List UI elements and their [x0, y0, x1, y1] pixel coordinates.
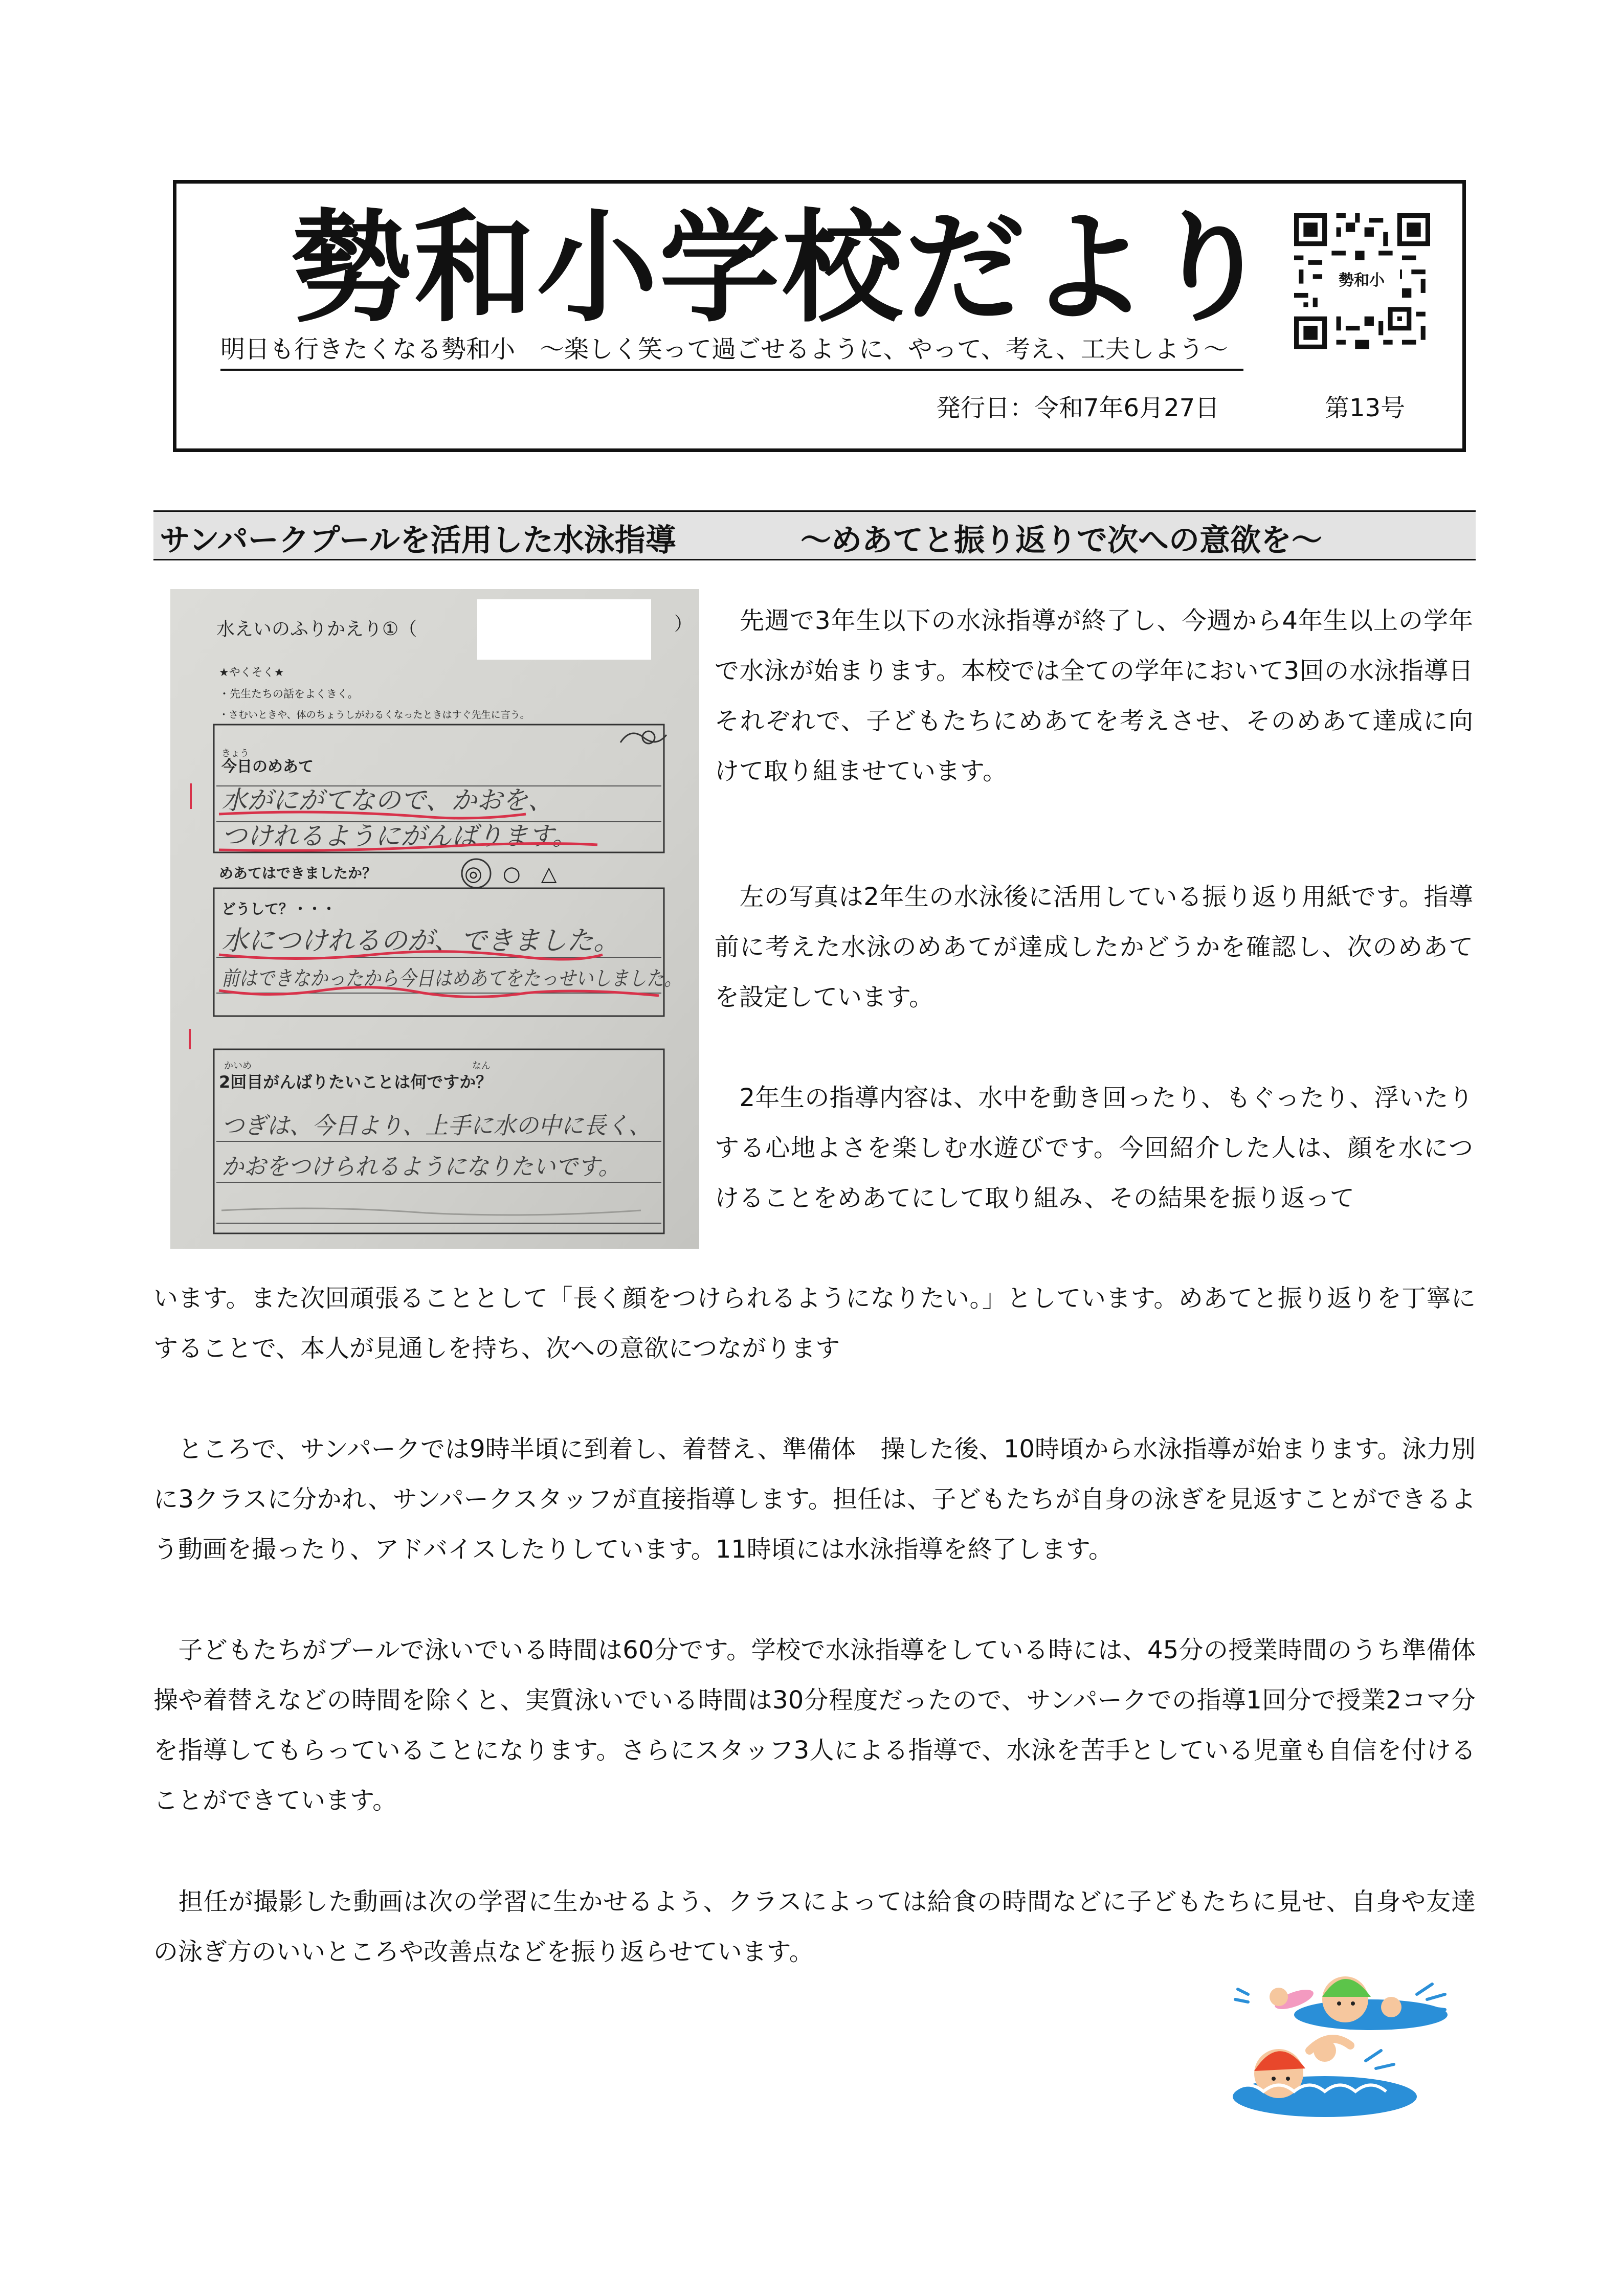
section-heading: [153, 510, 1476, 560]
why-handwriting-2: 前はできなかったから今日はめあてをたっせいしました。: [221, 967, 682, 991]
worksheet-photo: [170, 589, 699, 1249]
paragraph-video-use: 担任が撮影した動画は次の学習に生かせるよう、クラスによっては給食の時間などに子どもたちに見せ、自身や友達の泳ぎ方のいいところや改善点などを振り返らせています。: [153, 1887, 1476, 1966]
name-redaction: [477, 599, 651, 660]
issue-number: 第13号: [1325, 394, 1406, 422]
paragraph-intro: 先週で3年生以下の水泳指導が終了し、今週から4年生以上の学年で水泳が始まります。本校では全ての学年において3回の水泳指導日それぞれで、子どもたちにめあてを考えさせ、そのめあて達成に向けて取り組ませています。: [715, 606, 1473, 785]
promise-heading: ★やくそく★: [219, 666, 284, 679]
paragraph-photo-explanation: 左の写真は2年生の水泳後に活用している振り返り用紙です。指導前に考えた水泳のめあてが達成したかどうかを確認し、次のめあてを設定しています。: [715, 883, 1473, 1011]
achieved-options: ◎ ○ △: [464, 862, 557, 886]
swimmer-green-cap-icon: [1235, 1976, 1448, 2030]
motto-underline: [220, 369, 1243, 371]
paragraph-swim-time: 子どもたちがプールで泳いでいる時間は60分です。学校で水泳指導をしている時には、45分の授業時間のうち準備体操や着替えなどの時間を除くと、実質泳いでいる時間は30分程度だったので、サンパークでの指導1回分で授業2コマ分を指導してもらっていることになります。さらにスタッフ3人による指導で、水泳を苦手としている児童も自信を付けることができています。: [153, 1636, 1476, 1815]
newsletter-header: [173, 180, 1466, 452]
goal-heading: 今日のめあて: [221, 758, 314, 776]
section-subtitle: ～めあてと振り返りで次への意欲を～: [800, 523, 1322, 558]
next-handwriting-2: かおをつけられるようになりたいです。: [221, 1153, 620, 1180]
paragraph-grade2-content-cont: います。また次回頑張ることとして「長く顔をつけられるようになりたい。」としています。めあてと振り返りを丁寧にすることで、本人が見通しを持ち、次への意欲につながります: [153, 1284, 1476, 1363]
ruby-kaime: かいめ: [224, 1061, 252, 1071]
promise-item: ・先生たちの話をよくきく。: [219, 688, 359, 700]
newsletter-title: 勢和小学校だより: [291, 198, 1274, 339]
next-goal-heading: 2回目がんばりたいことは何ですか？: [219, 1072, 493, 1092]
worksheet-title: 水えいのふりかえり①（: [216, 619, 417, 640]
goal-handwriting-2: つけれるようにがんばります。: [221, 821, 577, 851]
section-title: サンパークプールを活用した水泳指導: [160, 523, 676, 558]
swimming-children-illustration: [1222, 1959, 1468, 2132]
paragraph-grade2-content: 2年生の指導内容は、水中を動き回ったり、もぐったり、浮いたりする心地よさを楽しむ水遊びです。今回紹介した人は、顔を水につけることをめあてにして取り組み、その結果を振り返って: [715, 1084, 1473, 1212]
qr-label: 勢和小: [1323, 268, 1400, 294]
paragraph-schedule: ところで、サンパークでは9時半頃に到着し、着替え、準備体 操した後、10時頃から水泳指導が始まります。泳力別に3クラスに分かれ、サンパークスタッフが直接指導します。担任は、子どもたちが自身の泳ぎを見返すことができるよう動画を撮ったり、アドバイスしたりしています。11時頃には水泳指導を終了します。: [153, 1435, 1476, 1564]
goal-handwriting-1: 水がにがてなので、かおを、: [221, 785, 553, 815]
why-handwriting-1: 水につけれるのが、できました。: [221, 926, 620, 956]
next-handwriting-1: つぎは、今日より、上手に水の中に長く、: [221, 1112, 651, 1139]
ruby-nan: なん: [472, 1061, 491, 1071]
ruby-kyou: きょう: [221, 748, 249, 759]
issue-date: 発行日：令和7年6月27日: [936, 394, 1220, 422]
achieved-question: めあてはできましたか？: [219, 865, 377, 882]
school-motto: 明日も行きたくなる勢和小 ～楽しく笑って過ごせるように、やって、考え、工夫しよう～: [220, 335, 1228, 364]
why-heading: どうして？・・・: [221, 901, 337, 917]
swimmer-red-cap-icon: [1233, 2039, 1417, 2117]
worksheet-title-close: ）: [674, 614, 693, 635]
promise-item: ・さむいときや、体のちょうしがわるくなったときはすぐ先生に言う。: [219, 709, 530, 721]
